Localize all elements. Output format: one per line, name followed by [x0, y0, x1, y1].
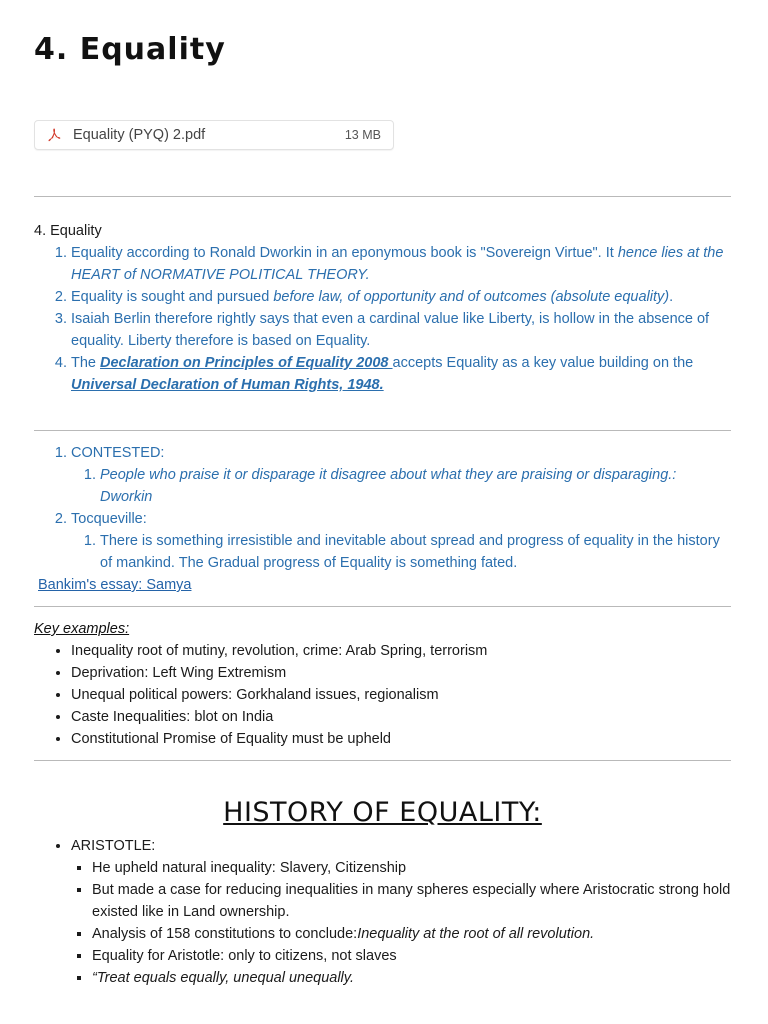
point-italic: “Treat equals equally, unequal unequally. — [92, 970, 354, 986]
udhr-link[interactable]: Universal Declaration of Human Rights, 1948. — [71, 377, 384, 393]
point-text: But made a case for reducing inequalities in many spheres especially where Aristocratic strong hold existed like in Land ownership. — [92, 882, 731, 920]
item-text: Isaiah Berlin therefore rightly says that even a cardinal value like Liberty, is hollow in the absence of equality. Liberty therefore is based on Equality. — [71, 311, 710, 349]
list-item — [92, 945, 731, 967]
list-item — [71, 352, 731, 396]
list-item — [92, 923, 731, 945]
divider — [34, 606, 731, 607]
list-item — [71, 442, 731, 508]
item-italic: before law, of opportunity and of outcomes (absolute equality) — [273, 289, 670, 305]
history-heading: HISTORY OF EQUALITY: — [223, 797, 542, 828]
list-item — [71, 835, 731, 857]
item-label: Tocqueville: — [71, 511, 147, 527]
pdf-icon — [47, 127, 63, 143]
list-item — [71, 242, 731, 286]
point-text: Analysis of 158 constitutions to conclude: — [92, 926, 358, 942]
list-item — [92, 857, 731, 879]
section-heading: 4. Equality — [34, 223, 102, 239]
point-text: Equality for Aristotle: only to citizens, not slaves — [92, 948, 397, 964]
list-item — [71, 508, 731, 574]
list-item — [92, 879, 731, 923]
equality-points-list — [34, 242, 731, 396]
page-title: 4. Equality — [34, 32, 226, 67]
item-italic: hence lies at the HEART of NORMATIVE POLITICAL THEORY. — [71, 245, 724, 283]
point-italic: Inequality at the root of all revolution. — [357, 926, 595, 942]
list-item: • Caste Inequalities: blot on India — [71, 706, 731, 728]
declaration-link[interactable]: Declaration on Principles of Equality 2008 — [100, 355, 393, 371]
point-text: He upheld natural inequality: Slavery, Citizenship — [92, 860, 407, 876]
contested-section — [34, 442, 731, 596]
equality-section — [34, 220, 731, 396]
list-item — [92, 967, 731, 989]
list-item: • Unequal political powers: Gorkhaland issues, regionalism — [71, 684, 731, 706]
sub-list-item — [100, 464, 731, 508]
pdf-attachment[interactable] — [34, 120, 394, 150]
key-examples-list — [34, 640, 731, 750]
divider — [34, 196, 731, 197]
item-text-end: . — [669, 289, 674, 305]
sub-list-item — [100, 530, 731, 574]
contested-list — [34, 442, 731, 574]
key-examples-title: Key examples: — [34, 621, 130, 637]
list-item: • Deprivation: Left Wing Extremism — [71, 662, 731, 684]
item-text: Equality according to Ronald Dworkin in an eponymous book is "Sovereign Virtue". It — [71, 245, 618, 261]
item-text-mid: accepts Equality as a key value building on the — [392, 355, 694, 371]
attachment-size: 13 MB — [344, 128, 381, 142]
list-item — [71, 286, 731, 308]
item-label: CONTESTED: — [71, 445, 165, 461]
tocqueville-quote: There is something irresistible and inevitable about spread and progress of equality in the history of mankind. The Gradual progress of Equality is something fated. — [100, 533, 720, 571]
item-text: The — [71, 355, 101, 371]
divider — [34, 430, 731, 431]
list-item: • Constitutional Promise of Equality must be upheld — [71, 728, 731, 750]
list-item: • Inequality root of mutiny, revolution, crime: Arab Spring, terrorism — [71, 640, 731, 662]
history-section — [34, 835, 731, 989]
item-text: Equality is sought and pursued — [71, 289, 274, 305]
key-examples-section — [34, 618, 731, 750]
sub-list — [71, 530, 731, 574]
list-item — [71, 308, 731, 352]
dworkin-quote: People who praise it or disparage it disagree about what they are praising or disparaging.: Dworkin — [100, 467, 677, 505]
aristotle-points — [34, 857, 731, 989]
history-list — [34, 835, 731, 857]
bankim-essay-link[interactable]: Bankim's essay: Samya — [38, 577, 192, 593]
aristotle-label: ARISTOTLE: — [71, 838, 156, 854]
sub-list — [71, 464, 731, 508]
attachment-name: Equality (PYQ) 2.pdf — [73, 127, 206, 143]
divider — [34, 760, 731, 761]
